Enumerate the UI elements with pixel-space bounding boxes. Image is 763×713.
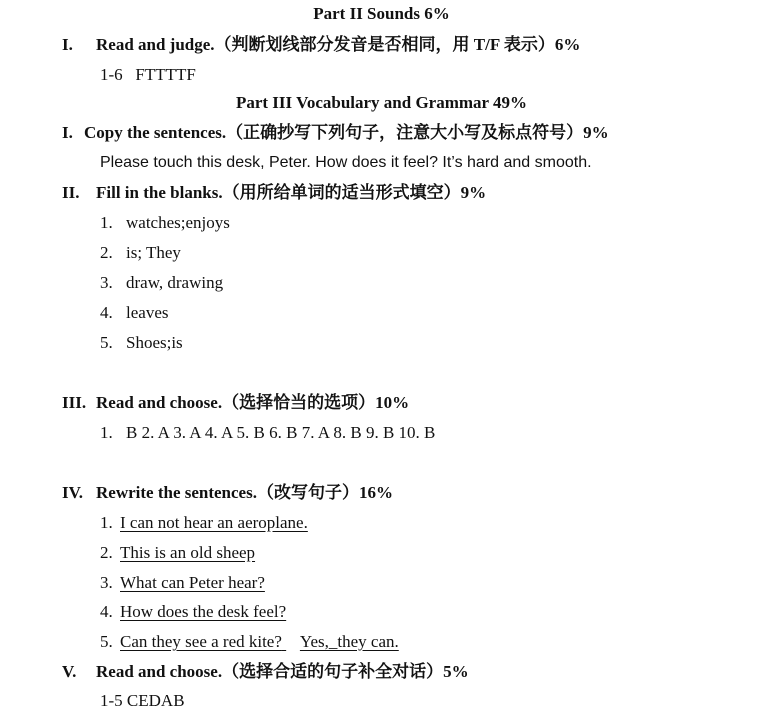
list-item: 4. leaves (100, 303, 169, 322)
part2-section1-heading (62, 34, 580, 56)
section-numeral: IV. (62, 483, 83, 502)
list-item: 5. Can they see a red kite? Yes,_they can. (100, 632, 399, 651)
list-item: 1. watches;enjoys (100, 213, 230, 232)
list-item: 2. This is an old sheep (100, 543, 256, 562)
part3-section3-heading (62, 392, 409, 414)
part2-title: Part II Sounds 6% (313, 4, 450, 23)
part2-section1-answer: 1-6 FTTTTF (100, 65, 196, 84)
section-heading-text: Fill in the blanks.（用所给单词的适当形式填空）9% (96, 183, 487, 202)
section-numeral: I. (62, 35, 73, 54)
section-heading-text: Read and choose.（选择合适的句子补全对话）5% (96, 662, 469, 681)
section-heading-text: Copy the sentences.（正确抄写下列句子，注意大小写及标点符号）9% (84, 123, 609, 142)
part3-title: Part III Vocabulary and Grammar 49% (235, 93, 528, 112)
part3-section4-heading (62, 482, 393, 504)
section-heading-text: Read and judge.（判断划线部分发音是否相同，用 T/F 表示）6% (96, 35, 581, 54)
section-heading-text: Read and choose.（选择恰当的选项）10% (96, 393, 410, 412)
list-item: 3. draw, drawing (100, 273, 224, 292)
section-numeral: V. (62, 662, 77, 681)
section-heading-text: Rewrite the sentences.（改写句子）16% (96, 483, 393, 502)
section-numeral: II. (62, 183, 80, 202)
part3-section5-answer: 1-5 CEDAB (100, 691, 185, 710)
list-item: 2. is; They (100, 243, 181, 262)
list-item: 3. What can Peter hear? (100, 573, 265, 592)
list-item: 1. I can not hear an aeroplane. (100, 513, 308, 532)
list-item: 4. How does the desk feel? (100, 602, 287, 621)
part3-section1-heading (62, 122, 609, 144)
part3-section2-heading (62, 182, 486, 204)
part3-section1-answer: Please touch this desk, Peter. How does it feel? It’s hard and smooth. (100, 154, 592, 171)
part3-section3-answer: 1. B 2. A 3. A 4. A 5. B 6. B 7. A 8. B 9. B 10. B (100, 423, 436, 442)
part3-section5-heading (62, 661, 469, 683)
section-numeral: I. (62, 123, 73, 142)
list-item: 5. Shoes;is (100, 333, 183, 352)
section-numeral: III. (62, 393, 87, 412)
